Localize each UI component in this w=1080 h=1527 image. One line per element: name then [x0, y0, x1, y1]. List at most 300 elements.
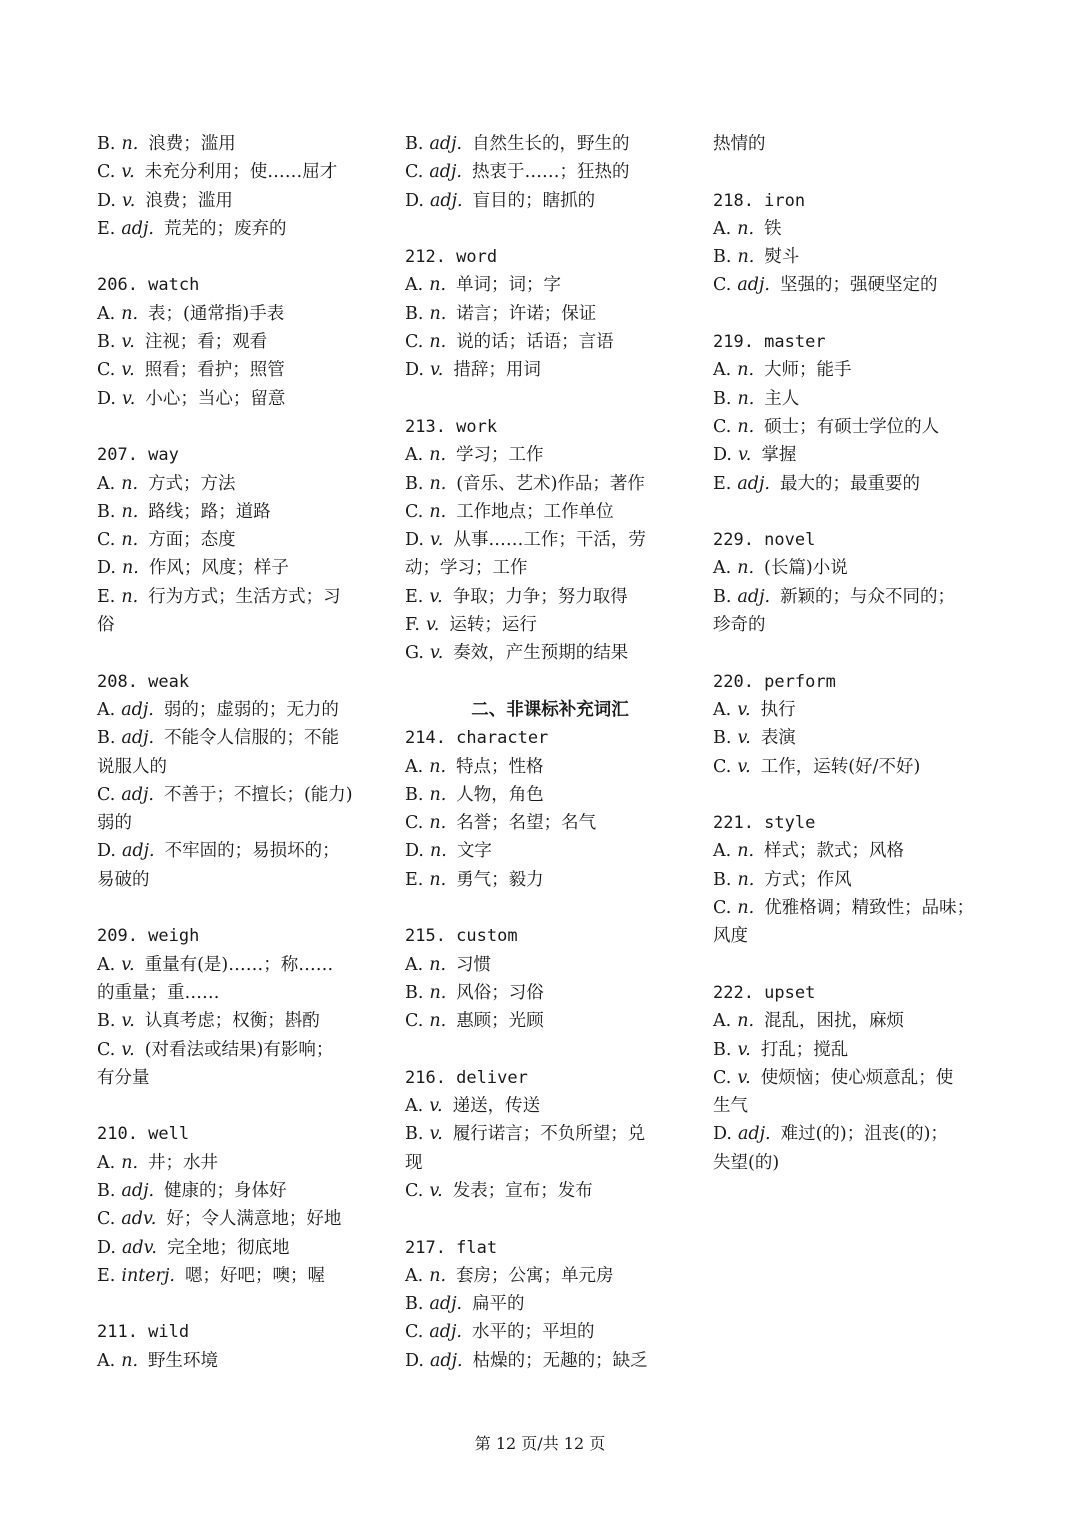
entry-heading: 219. master: [713, 332, 826, 353]
definition-line: [405, 866, 695, 894]
definition-line: [405, 1007, 695, 1035]
option-letter: B.: [405, 1124, 424, 1145]
definition-text: 浪费；滥用: [145, 190, 233, 211]
option-letter: A.: [405, 954, 424, 975]
definition-text: 井；水井: [148, 1152, 219, 1173]
option-letter: C.: [97, 1209, 116, 1230]
option-letter: C.: [97, 360, 116, 381]
option-letter: D.: [97, 558, 116, 579]
definition-line: [713, 724, 1003, 752]
part-of-speech: interj.: [121, 1265, 175, 1286]
option-letter: C.: [405, 1011, 424, 1032]
definition-text: 打乱；搅乱: [760, 1039, 849, 1060]
part-of-speech: n.: [429, 784, 447, 805]
definition-text: 使烦恼；使心烦意乱；使: [760, 1067, 954, 1088]
part-of-speech: n.: [121, 501, 139, 522]
option-letter: F.: [405, 615, 420, 636]
option-letter: C.: [713, 1067, 732, 1088]
option-letter: E.: [97, 218, 116, 239]
definition-text: 奏效，产生预期的结果: [453, 643, 629, 664]
definition-text: 不能令人信服的；不能: [164, 728, 340, 749]
part-of-speech: n.: [429, 756, 447, 777]
definition-line: [97, 696, 387, 724]
part-of-speech: n.: [429, 813, 447, 834]
definition-text: 不牢固的；易损坏的；: [164, 841, 340, 862]
option-letter: D.: [405, 841, 424, 862]
definition-text: 新颖的；与众不同的；: [780, 586, 956, 607]
definition-line: [97, 1347, 387, 1375]
definition-line: [405, 470, 695, 498]
definition-line: [405, 1177, 695, 1205]
entry-heading: 214. character: [405, 728, 549, 749]
definition-line: [97, 1007, 387, 1035]
definition-text: 荒芜的；废弃的: [163, 218, 287, 239]
part-of-speech: n.: [737, 247, 755, 268]
option-letter: B.: [97, 1011, 116, 1032]
option-letter: C.: [405, 162, 424, 183]
option-letter: E.: [97, 1265, 116, 1286]
spacer: [713, 300, 1003, 328]
definition-text: (长篇)小说: [764, 558, 848, 579]
spacer: [713, 158, 1003, 186]
definition-line: [713, 243, 1003, 271]
part-of-speech: adj.: [121, 1180, 155, 1201]
option-letter: D.: [405, 190, 424, 211]
part-of-speech: n.: [737, 416, 755, 437]
definition-text: 名誉；名望；名气: [456, 813, 597, 834]
part-of-speech: adj.: [429, 162, 462, 183]
part-of-speech: n.: [737, 869, 755, 890]
definition-continuation: 动；学习；工作: [405, 558, 528, 579]
part-of-speech: v.: [121, 954, 135, 975]
option-letter: B.: [97, 332, 116, 353]
part-of-speech: n.: [121, 1152, 139, 1173]
spacer: [97, 243, 387, 271]
part-of-speech: adj.: [429, 1322, 462, 1343]
definition-line: [713, 1036, 1003, 1064]
option-letter: A.: [713, 699, 732, 720]
option-letter: A.: [405, 445, 424, 466]
part-of-speech: n.: [429, 841, 447, 862]
definition-line: [405, 158, 695, 186]
option-letter: A.: [97, 1152, 116, 1173]
option-letter: D.: [97, 841, 116, 862]
part-of-speech: adj.: [429, 190, 463, 211]
part-of-speech: adj.: [121, 699, 154, 720]
definition-line: [97, 724, 387, 752]
definition-text: 弱的；虚弱的；无力的: [163, 699, 339, 720]
option-letter: C.: [713, 898, 732, 919]
part-of-speech: v.: [429, 530, 444, 551]
option-letter: B.: [405, 303, 424, 324]
definition-text: 浪费；滥用: [148, 134, 236, 154]
part-of-speech: adv.: [121, 1209, 157, 1230]
part-of-speech: v.: [121, 388, 136, 409]
definition-text: 人物，角色: [456, 784, 544, 805]
definition-text: 健康的；身体好: [164, 1180, 287, 1201]
entry-heading: 207. way: [97, 445, 179, 466]
definition-line: [405, 1290, 695, 1318]
definition-line: [97, 328, 387, 356]
definition-line: [713, 385, 1003, 413]
part-of-speech: adj.: [429, 1350, 463, 1371]
definition-text: 方式；作风: [764, 869, 852, 890]
part-of-speech: n.: [429, 869, 447, 890]
option-letter: B.: [713, 728, 732, 749]
definition-line: [713, 554, 1003, 582]
definition-continuation: 弱的: [97, 813, 132, 834]
option-letter: A.: [713, 360, 732, 381]
definition-line: [97, 583, 387, 611]
spacer: [97, 413, 387, 441]
option-letter: A.: [713, 841, 732, 862]
part-of-speech: n.: [429, 303, 447, 324]
spacer: [713, 639, 1003, 667]
definition-line: [97, 1149, 387, 1177]
spacer: [97, 894, 387, 922]
option-letter: C.: [713, 756, 732, 777]
definition-text: 掌握: [761, 445, 797, 466]
definition-text: 嗯；好吧；噢；喔: [184, 1265, 325, 1286]
text-column-3: [713, 130, 1003, 1177]
option-letter: G.: [405, 643, 424, 664]
option-letter: B.: [713, 388, 732, 409]
part-of-speech: v.: [737, 1039, 751, 1060]
part-of-speech: n.: [429, 445, 447, 466]
definition-text: 硕士；有硕士学位的人: [764, 416, 940, 437]
spacer: [97, 1092, 387, 1120]
definition-text: 表演: [760, 728, 796, 749]
definition-continuation: 的重量；重……: [97, 982, 220, 1003]
option-letter: D.: [97, 190, 116, 211]
option-letter: D.: [97, 1237, 116, 1258]
definition-text: 主人: [764, 388, 800, 409]
definition-line: [97, 158, 387, 186]
entry-heading: 220. perform: [713, 671, 836, 692]
definition-continuation: 现: [405, 1152, 423, 1173]
definition-line: [97, 187, 387, 215]
definition-line: [713, 866, 1003, 894]
definition-continuation: 风度: [713, 926, 748, 947]
definition-text: 学习；工作: [456, 445, 544, 466]
option-letter: B.: [405, 134, 424, 154]
option-letter: A.: [713, 558, 732, 579]
part-of-speech: v.: [429, 360, 444, 381]
part-of-speech: adj.: [737, 473, 770, 494]
option-letter: A.: [97, 1350, 116, 1371]
definition-line: [405, 441, 695, 469]
spacer: [405, 1036, 695, 1064]
option-letter: E.: [97, 586, 116, 607]
definition-text: 完全地；彻底地: [167, 1237, 290, 1258]
definition-line: [405, 187, 695, 215]
option-letter: E.: [405, 586, 424, 607]
definition-text: 水平的；平坦的: [471, 1322, 595, 1343]
definition-text: 从事……工作；干活，劳: [453, 530, 646, 551]
spacer: [405, 1205, 695, 1233]
part-of-speech: n.: [121, 1350, 139, 1371]
entry-heading: 211. wild: [97, 1322, 190, 1343]
option-letter: C.: [405, 1180, 424, 1201]
definition-text: 最大的；最重要的: [779, 473, 920, 494]
definition-text: 诺言；许诺；保证: [456, 303, 597, 324]
part-of-speech: adj.: [121, 784, 154, 805]
option-letter: B.: [405, 1294, 424, 1315]
definition-text: 盲目的；瞎抓的: [472, 190, 596, 211]
definition-line: [405, 753, 695, 781]
definition-line: [405, 1120, 695, 1148]
definition-line: [405, 1318, 695, 1346]
part-of-speech: n.: [121, 530, 139, 551]
definition-text: 扁平的: [472, 1294, 525, 1315]
part-of-speech: v.: [121, 332, 135, 353]
part-of-speech: adj.: [737, 586, 771, 607]
definition-line: [713, 583, 1003, 611]
entry-heading: 213. work: [405, 416, 498, 437]
part-of-speech: v.: [429, 586, 443, 607]
part-of-speech: n.: [121, 134, 139, 154]
definition-line: [405, 639, 695, 667]
part-of-speech: v.: [737, 445, 752, 466]
definition-line: [97, 1036, 387, 1064]
definition-text: 大师；能手: [764, 360, 852, 381]
definition-line: [97, 300, 387, 328]
definition-text: 方面；态度: [148, 530, 236, 551]
entry-heading: 209. weigh: [97, 926, 200, 947]
entry-heading: 208. weak: [97, 671, 190, 692]
definition-text: 运转；运行: [449, 615, 537, 636]
option-letter: C.: [713, 416, 732, 437]
definition-continuation: 热情的: [713, 134, 766, 154]
part-of-speech: v.: [429, 1096, 443, 1117]
option-letter: B.: [97, 501, 116, 522]
part-of-speech: v.: [429, 1180, 443, 1201]
spacer: [405, 668, 695, 696]
part-of-speech: n.: [121, 303, 139, 324]
option-letter: B.: [405, 473, 424, 494]
option-letter: A.: [713, 1011, 732, 1032]
definition-line: [713, 696, 1003, 724]
definition-text: 路线；路；道路: [148, 501, 271, 522]
part-of-speech: v.: [121, 162, 135, 183]
option-letter: B.: [713, 586, 732, 607]
definition-line: [97, 526, 387, 554]
part-of-speech: n.: [737, 360, 755, 381]
part-of-speech: v.: [121, 1011, 135, 1032]
definition-line: [713, 441, 1003, 469]
definition-line: [405, 1092, 695, 1120]
definition-continuation: 易破的: [97, 869, 150, 890]
definition-text: 单词；词；字: [456, 275, 562, 296]
spacer: [405, 894, 695, 922]
definition-line: [405, 583, 695, 611]
definition-line: [405, 951, 695, 979]
option-letter: B.: [405, 982, 424, 1003]
definition-line: [97, 470, 387, 498]
definition-text: 热衷于……；狂热的: [471, 162, 630, 183]
option-letter: C.: [97, 530, 116, 551]
definition-line: [713, 271, 1003, 299]
definition-text: 样式；款式；风格: [764, 841, 905, 862]
spacer: [713, 781, 1003, 809]
definition-text: 注视；看；观看: [144, 332, 268, 353]
option-letter: A.: [405, 1096, 424, 1117]
part-of-speech: n.: [429, 473, 447, 494]
option-letter: D.: [405, 1350, 424, 1371]
part-of-speech: v.: [737, 1067, 751, 1088]
definition-text: 方式；方法: [148, 473, 236, 494]
definition-line: [97, 498, 387, 526]
part-of-speech: adj.: [121, 218, 154, 239]
entry-heading: 229. novel: [713, 530, 816, 551]
option-letter: D.: [97, 388, 116, 409]
definition-text: 发表；宣布；发布: [452, 1180, 593, 1201]
option-letter: C.: [97, 1039, 116, 1060]
option-letter: C.: [405, 1322, 424, 1343]
option-letter: B.: [97, 728, 116, 749]
spacer: [713, 951, 1003, 979]
entry-heading: 215. custom: [405, 926, 518, 947]
definition-line: [405, 809, 695, 837]
definition-line: [97, 951, 387, 979]
definition-text: 勇气；毅力: [456, 869, 544, 890]
option-letter: E.: [713, 473, 732, 494]
entry-heading: 210. well: [97, 1124, 190, 1145]
option-letter: B.: [97, 1180, 116, 1201]
definition-text: 履行诺言；不负所望；兑: [452, 1124, 646, 1145]
part-of-speech: n.: [737, 218, 755, 239]
option-letter: A.: [405, 756, 424, 777]
part-of-speech: n.: [737, 388, 755, 409]
definition-line: [713, 356, 1003, 384]
option-letter: A.: [97, 303, 116, 324]
option-letter: C.: [97, 162, 116, 183]
definition-text: (音乐、艺术)作品；著作: [456, 473, 645, 494]
definition-text: 好；令人满意地；好地: [166, 1209, 342, 1230]
text-column-1: [97, 130, 387, 1375]
option-letter: D.: [405, 360, 424, 381]
definition-text: 表；(通常指)手表: [148, 303, 285, 324]
definition-line: [97, 781, 387, 809]
part-of-speech: n.: [429, 954, 447, 975]
definition-line: [405, 271, 695, 299]
definition-text: 说的话；话语；言语: [456, 332, 614, 353]
definition-text: 混乱，困扰，麻烦: [764, 1011, 905, 1032]
definition-continuation: 说服人的: [97, 756, 167, 777]
option-letter: C.: [97, 784, 116, 805]
part-of-speech: v.: [737, 756, 751, 777]
definition-text: 认真考虑；权衡；斟酌: [144, 1011, 320, 1032]
definition-text: 熨斗: [764, 247, 800, 268]
definition-line: [405, 781, 695, 809]
entry-heading: 206. watch: [97, 275, 200, 296]
definition-text: 作风；风度；样子: [148, 558, 289, 579]
option-letter: D.: [405, 530, 424, 551]
part-of-speech: v.: [121, 360, 135, 381]
spacer: [97, 1290, 387, 1318]
part-of-speech: v.: [425, 615, 440, 636]
definition-text: 文字: [456, 841, 492, 862]
option-letter: C.: [405, 813, 424, 834]
definition-line: [405, 611, 695, 639]
entry-heading: 216. deliver: [405, 1067, 528, 1088]
definition-text: 风俗；习俗: [456, 982, 544, 1003]
option-letter: C.: [405, 501, 424, 522]
part-of-speech: n.: [429, 275, 447, 296]
section-title: 二、非课标补充词汇: [471, 699, 629, 720]
part-of-speech: adj.: [429, 1294, 463, 1315]
definition-line: [713, 1120, 1003, 1148]
definition-text: 特点；性格: [456, 756, 544, 777]
definition-text: 争取；力争；努力取得: [452, 586, 628, 607]
definition-text: 铁: [764, 218, 782, 239]
part-of-speech: n.: [737, 1011, 755, 1032]
definition-continuation: 有分量: [97, 1067, 150, 1088]
part-of-speech: n.: [737, 558, 755, 579]
definition-line: [405, 526, 695, 554]
entry-heading: 222. upset: [713, 982, 816, 1003]
definition-line: [713, 470, 1003, 498]
part-of-speech: n.: [737, 898, 755, 919]
definition-text: 习惯: [456, 954, 492, 975]
definition-text: 工作地点；工作单位: [456, 501, 614, 522]
part-of-speech: v.: [121, 190, 136, 211]
definition-line: [97, 130, 387, 158]
definition-line: [713, 215, 1003, 243]
definition-line: [97, 1262, 387, 1290]
option-letter: D.: [713, 445, 732, 466]
option-letter: A.: [97, 699, 116, 720]
definition-continuation: 珍奇的: [713, 615, 766, 636]
option-letter: B.: [97, 134, 116, 154]
part-of-speech: n.: [429, 501, 447, 522]
definition-continuation: 俗: [97, 615, 115, 636]
definition-line: [405, 1347, 695, 1375]
option-letter: A.: [405, 1265, 424, 1286]
option-letter: A.: [405, 275, 424, 296]
definition-text: 优雅格调；精致性；品味；: [764, 898, 975, 919]
definition-text: 坚强的；强硬坚定的: [779, 275, 938, 296]
definition-line: [97, 1205, 387, 1233]
definition-line: [405, 1262, 695, 1290]
definition-line: [405, 356, 695, 384]
definition-continuation: 失望(的): [713, 1152, 780, 1173]
entry-heading: 217. flat: [405, 1237, 498, 1258]
entry-heading: 221. style: [713, 813, 816, 834]
definition-line: [713, 837, 1003, 865]
part-of-speech: v.: [737, 699, 751, 720]
part-of-speech: n.: [429, 1011, 447, 1032]
definition-line: [97, 554, 387, 582]
definition-line: [405, 328, 695, 356]
definition-text: 野生环境: [148, 1350, 219, 1371]
definition-line: [405, 498, 695, 526]
option-letter: E.: [405, 869, 424, 890]
option-letter: B.: [713, 1039, 732, 1060]
definition-line: [713, 413, 1003, 441]
spacer: [713, 498, 1003, 526]
definition-text: 递送，传送: [452, 1096, 541, 1117]
spacer: [405, 215, 695, 243]
part-of-speech: n.: [121, 473, 139, 494]
definition-line: [713, 1064, 1003, 1092]
option-letter: C.: [713, 275, 732, 296]
entry-heading: 212. word: [405, 247, 498, 268]
part-of-speech: v.: [429, 1124, 443, 1145]
definition-text: (对看法或结果)有影响；: [144, 1039, 334, 1060]
option-letter: B.: [405, 784, 424, 805]
definition-text: 执行: [760, 699, 796, 720]
